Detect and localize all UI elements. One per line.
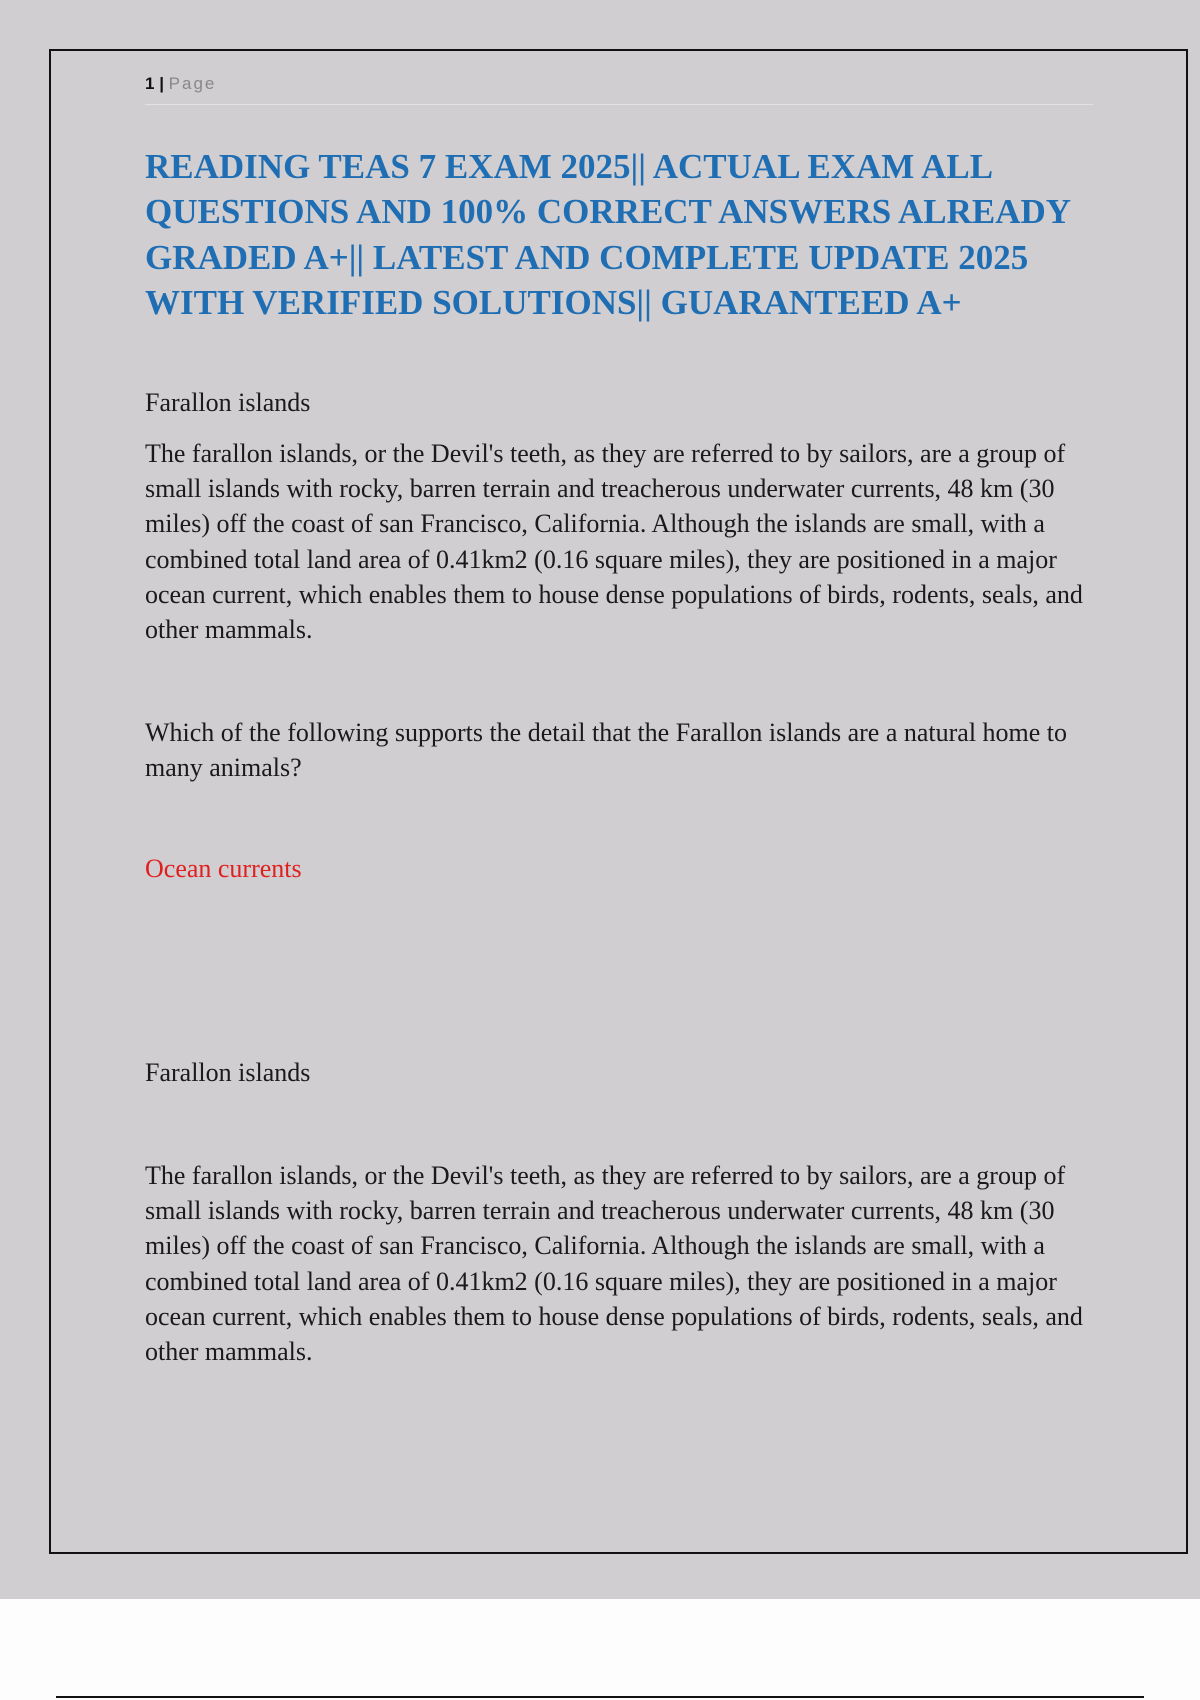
passage: The farallon islands, or the Devil's teeth, as they are referred to by sailors, are a group of small islands with rocky, barren terrain and treacherous underwater currents, 48 km (30 miles) off the coast of san Francisco, California. Although the islands are small, with a combined total land area of 0.41km2 (0.16 square miles), they are positioned in a major ocean current, which enables them to house dense populations of birds, rodents, seals, and other mammals.: [145, 1161, 1083, 1367]
page-label: Page: [168, 74, 217, 93]
section-heading: Farallon islands: [145, 1058, 311, 1087]
passage: The farallon islands, or the Devil's teeth, as they are referred to by sailors, are a group of small islands with rocky, barren terrain and treacherous underwater currents, 48 km (30 miles) off the coast of san Francisco, California. Although the islands are small, with a combined total land area of 0.41km2 (0.16 square miles), they are positioned in a major ocean current, which enables them to house dense populations of birds, rodents, seals, and other mammals.: [145, 439, 1083, 645]
header-divider: [145, 104, 1093, 105]
next-page-border: [56, 1696, 1144, 1698]
page-number-header: 1 | Page: [145, 74, 217, 93]
question: Which of the following supports the detail that the Farallon islands are a natural home to many animals?: [145, 718, 1068, 783]
document-title: READING TEAS 7 EXAM 2025|| ACTUAL EXAM ALL QUESTIONS AND 100% CORRECT ANSWERS ALREADY GRADED A+|| LATEST AND COMPLETE UPDATE 2025 WITH VERIFIED SOLUTIONS|| GUARANTEED A+: [145, 147, 1070, 322]
answer: Ocean currents: [145, 854, 302, 883]
section-heading: Farallon islands: [145, 388, 311, 417]
page-number: 1: [145, 74, 155, 93]
